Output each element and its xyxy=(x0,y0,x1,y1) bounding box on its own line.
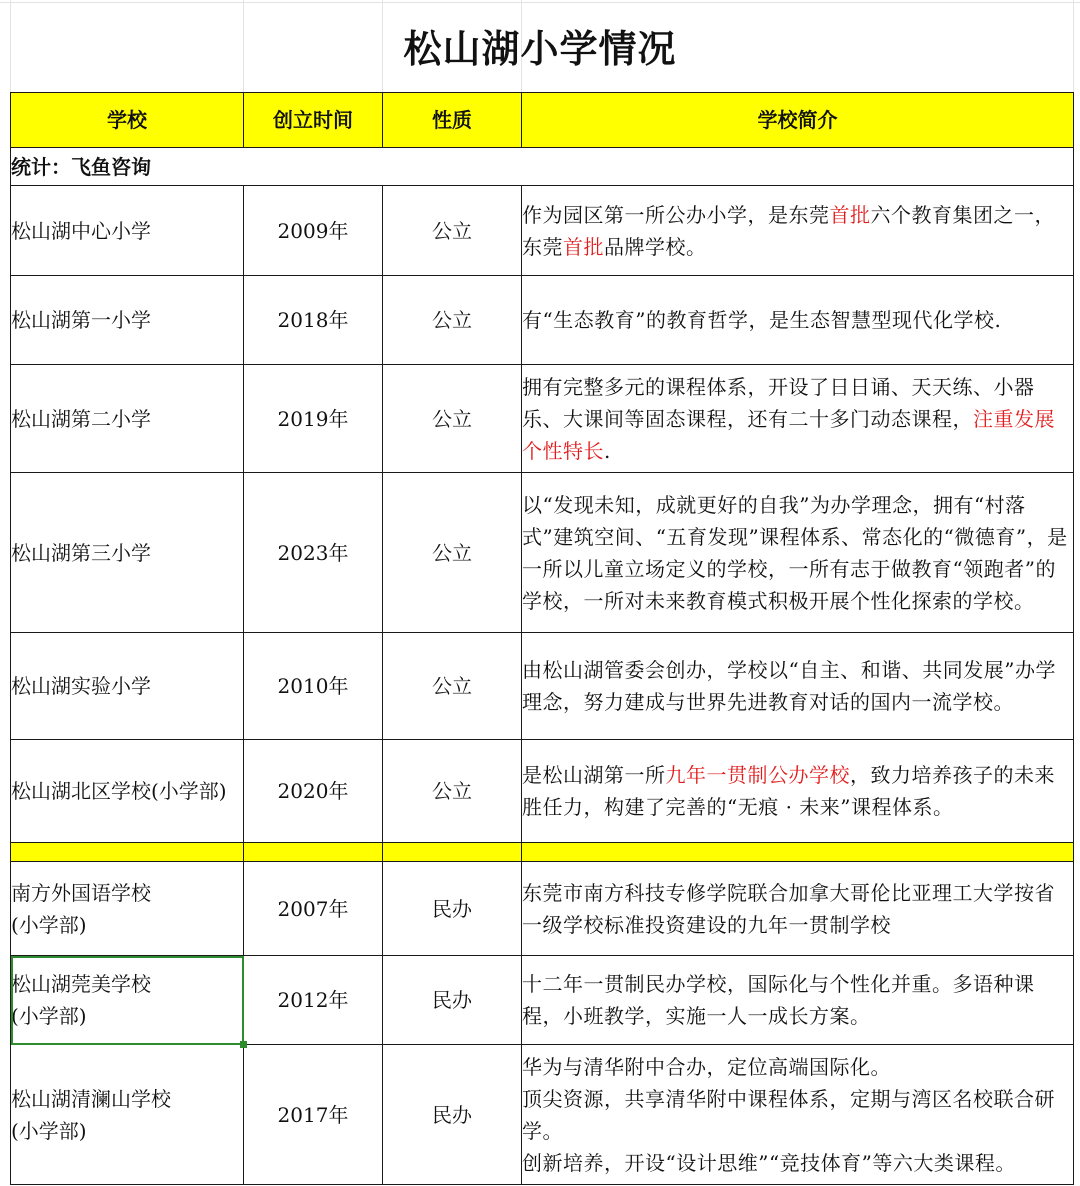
desc-text: ，致力培养孩子的未来胜任力，构建了完善的“无痕 · 未来”课程体系。 xyxy=(522,763,1055,819)
header-school[interactable]: 学校 xyxy=(11,93,244,148)
desc-line: 创新培养，开设“设计思维”“竞技体育”等六大类课程。 xyxy=(522,1150,1016,1175)
desc-cell[interactable] xyxy=(522,276,1074,365)
nature-cell[interactable]: 公立 xyxy=(383,633,522,740)
table-row xyxy=(11,276,1074,365)
school-cell[interactable]: 松山湖北区学校(小学部) xyxy=(11,740,244,843)
desc-text: 有“生态教育”的教育哲学，是生态智慧型现代化学校. xyxy=(522,308,1002,332)
desc-highlight: 首批 xyxy=(829,202,871,227)
desc-text: 六个教育集团之一，东莞 xyxy=(522,202,1055,259)
desc-text: 以“发现未知，成就更好的自我”为办学理念，拥有“村落式”建筑空间、“五育发现”课程体系、常态化的“微德育”，是一所以儿童立场定义的学校，一所有志于做教育“领跑者”的学校，一所对未来教育模式积极开展个性化探索的学校。 xyxy=(522,492,1068,613)
table-row xyxy=(11,633,1074,740)
desc-cell[interactable] xyxy=(522,1045,1074,1185)
school-cell[interactable]: 松山湖中心小学 xyxy=(11,186,244,276)
stat-row xyxy=(11,148,1074,186)
school-cell[interactable]: 松山湖实验小学 xyxy=(11,633,244,740)
school-name-line: (小学部) xyxy=(11,1118,87,1143)
school-cell[interactable]: 松山湖第二小学 xyxy=(11,365,244,473)
table-row xyxy=(11,740,1074,843)
separator-cell[interactable] xyxy=(383,843,522,862)
table-row xyxy=(11,365,1074,473)
separator-row xyxy=(11,843,1074,862)
desc-cell[interactable]: 十二年一贯制民办学校，国际化与个性化并重。多语种课程，小班教学，实施一人一成长方案。 xyxy=(522,956,1074,1045)
header-row xyxy=(11,93,1074,148)
founded-cell[interactable]: 2023年 xyxy=(244,473,383,633)
school-name-line: (小学部) xyxy=(11,912,87,937)
desc-highlight: 首批 xyxy=(563,234,604,259)
nature-cell[interactable]: 公立 xyxy=(383,473,522,633)
founded-cell[interactable]: 2019年 xyxy=(244,365,383,473)
separator-cell[interactable] xyxy=(522,843,1074,862)
nature-cell[interactable]: 民办 xyxy=(383,1045,522,1185)
desc-text: 由松山湖管委会创办，学校以“自主、和谐、共同发展”办学理念，努力建成与世界先进教育对话的国内一流学校。 xyxy=(522,658,1056,714)
table-row xyxy=(11,1045,1074,1185)
founded-cell[interactable]: 2017年 xyxy=(244,1045,383,1185)
desc-cell[interactable]: 东莞市南方科技专修学院联合加拿大哥伦比亚理工大学按省一级学校标准投资建设的九年一贯制学校 xyxy=(522,862,1074,956)
stat-cell[interactable]: 统计：飞鱼咨询 xyxy=(11,148,1074,186)
founded-cell[interactable]: 2010年 xyxy=(244,633,383,740)
desc-cell[interactable] xyxy=(522,473,1074,633)
desc-cell[interactable] xyxy=(522,740,1074,843)
desc-cell[interactable] xyxy=(522,633,1074,740)
fill-handle[interactable] xyxy=(240,1041,247,1048)
desc-cell[interactable] xyxy=(522,365,1074,473)
nature-cell[interactable]: 公立 xyxy=(383,276,522,365)
desc-line: 华为与清华附中合办，定位高端国际化。 xyxy=(522,1054,891,1079)
nature-cell[interactable]: 公立 xyxy=(383,365,522,473)
desc-highlight: 注重发展个性特长 xyxy=(522,406,1055,463)
desc-cell[interactable] xyxy=(522,186,1074,276)
desc-highlight: 九年一贯制公办学校 xyxy=(665,763,850,787)
separator-cell[interactable] xyxy=(244,843,383,862)
page-title: 松山湖小学情况 xyxy=(403,27,677,71)
nature-cell[interactable]: 公立 xyxy=(383,740,522,843)
school-cell[interactable]: 松山湖第三小学 xyxy=(11,473,244,633)
school-name-line: 南方外国语学校 xyxy=(11,880,151,905)
founded-cell[interactable]: 2007年 xyxy=(244,862,383,956)
nature-cell[interactable]: 民办 xyxy=(383,862,522,956)
desc-text: . xyxy=(604,438,611,463)
table-row xyxy=(11,473,1074,633)
desc-text: 是松山湖第一所 xyxy=(522,763,666,787)
table-row xyxy=(11,862,1074,956)
school-name-line: 松山湖莞美学校 xyxy=(11,972,151,996)
schools-table xyxy=(10,92,1074,1185)
separator-cell[interactable] xyxy=(11,843,244,862)
school-name-line: 松山湖清澜山学校 xyxy=(11,1086,171,1111)
founded-cell[interactable]: 2020年 xyxy=(244,740,383,843)
founded-cell[interactable]: 2009年 xyxy=(244,186,383,276)
founded-cell[interactable]: 2018年 xyxy=(244,276,383,365)
header-intro[interactable]: 学校简介 xyxy=(522,93,1074,148)
school-cell-selected[interactable] xyxy=(11,956,244,1045)
school-name-line: (小学部) xyxy=(11,1004,87,1028)
desc-line: 顶尖资源，共享清华附中课程体系，定期与湾区名校联合研学。 xyxy=(522,1086,1055,1143)
school-cell[interactable] xyxy=(11,1045,244,1185)
nature-cell[interactable]: 民办 xyxy=(383,956,522,1045)
nature-cell[interactable]: 公立 xyxy=(383,186,522,276)
desc-text: 作为园区第一所公办小学，是东莞 xyxy=(522,202,830,227)
desc-text: 拥有完整多元的课程体系，开设了日日诵、天天练、小器乐、大课间等固态课程，还有二十多门动态课程， xyxy=(522,374,1035,431)
desc-text: 品牌学校。 xyxy=(604,234,707,259)
header-nature[interactable]: 性质 xyxy=(383,93,522,148)
table-row xyxy=(11,956,1074,1045)
school-cell[interactable]: 松山湖第一小学 xyxy=(11,276,244,365)
founded-cell[interactable]: 2012年 xyxy=(244,956,383,1045)
table-row xyxy=(11,186,1074,276)
header-founded[interactable]: 创立时间 xyxy=(244,93,383,148)
school-cell[interactable] xyxy=(11,862,244,956)
